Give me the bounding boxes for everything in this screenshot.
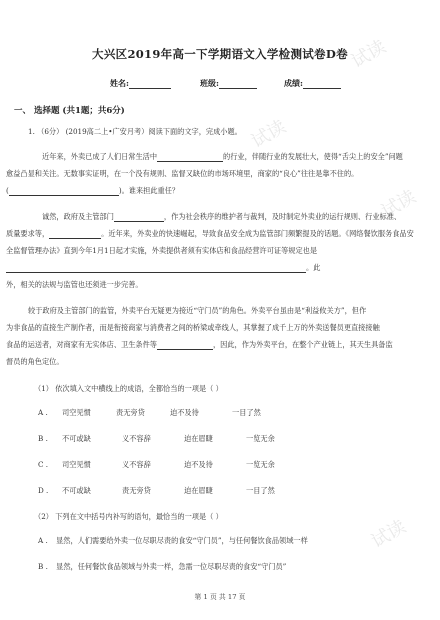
watermark-text: 试读 [347,36,390,73]
paragraph-2-line-2: 质量要求等， 。近年来，外卖业的快速崛起，导致食品安全成为监管部门频繁提及的话题。《网络餐饮服务食品安 [6,229,414,238]
name-label: 姓名: [110,78,129,88]
option-key: C . [38,460,49,469]
score-blank[interactable] [303,79,341,89]
paragraph-2-line-4: 。此 [6,263,320,273]
section-heading: 一、 选择题 (共1题；共6分) [14,106,125,116]
option-a[interactable]: A . 司空见惯 责无旁贷 迫不及待 一目了然 [38,408,261,417]
paragraph-3-line-2: 为非食品的直接生产制作者，而是衔接商家与消费者之间的桥梁或牵线人，其掌握了成千上万的外卖送餐员更直接接触 [6,323,380,332]
fill-blank[interactable] [114,213,164,222]
paragraph-1-line-2: 愈益凸显和关注。无数事实证明，在一个没有规则、监督又缺位的市场环境里，商家的“良心”往往是靠不住的。 [6,169,359,178]
fill-blank[interactable] [157,153,223,162]
option-c[interactable]: C . 司空见惯 义不容辞 迫不及待 一览无余 [38,460,275,469]
paragraph-3-line-1: 较于政府及主管部门的监管，外卖平台无疑更为接近“守门员”的角色。外卖平台虽由是“利益攸关方”，但作 [28,306,367,315]
option-2a[interactable] [38,536,308,546]
paragraph-2-line-3: 全监督管理办法》直到今年1月1日起才实施，外卖提供者须有实体店和食品经营许可证等规定也是 [6,246,318,255]
watermark-text: 试读 [367,516,410,553]
option-text: 显然，人们需要给外卖一位尽职尽责的食安“守门员”，与任何餐饮食品领域一样 [56,536,308,545]
sub-question-1: （1） 依次填入文中横线上的成语，全都恰当的一项是（ ） [34,384,223,393]
option-2b[interactable] [38,562,286,572]
option-text: 显然，任何餐饮食品领域与外卖一样，急需一位尽职尽责的食安“守门员” [56,562,287,571]
page-title: 大兴区2019年高一下学期语文入学检测试卷D卷 [92,47,348,61]
option-key: D . [38,486,49,495]
fill-blank[interactable] [49,230,101,239]
class-field [200,78,257,89]
watermark-text: 试读 [247,116,290,153]
paragraph-2-line-1: 诚然，政府及主管部门 ，作为社会秩序的维护者与裁判，及时制定外卖业的运行规则、行业标准、 [42,212,402,221]
option-b[interactable]: B . 不可或缺 义不容辞 迫在眉睫 一览无余 [38,434,275,443]
paragraph-1-line-3: ( )。谁来担此重任？ [6,186,180,195]
name-blank[interactable] [129,79,171,89]
watermark-text: 试读 [377,186,420,223]
option-key: A . [38,536,48,545]
page-footer: 第 1 页 共 17 页 [194,593,246,601]
name-field [110,78,171,89]
fill-blank[interactable] [157,341,213,350]
paragraph-3-line-4: 督员的角色定位。 [6,357,64,366]
paragraph-3-line-3: 食品的运送者，对商家有无实体店、卫生条件等 ，因此，作为外卖平台，在整个产业链上，其天生具备监 [6,340,393,349]
paragraph-2-line-5: 外，相关的法规与监管也还须进一步完善。 [6,280,143,289]
question-intro: 1. （6分） (2019高二上•广安月考）阅读下面的文字，完成小题。 [28,127,242,136]
class-blank[interactable] [219,79,257,89]
paragraph-1-line-1: 近年来，外卖已成了人们日常生活中 的行业，伴随行业的发展壮大，使得“舌尖上的安全”问题 [42,152,403,161]
option-key: A . [38,408,48,417]
class-label: 班级: [200,78,219,88]
score-field [284,78,341,89]
fill-blank-paren[interactable] [9,187,119,196]
fill-blank[interactable] [6,264,306,273]
sub-question-2: （2） 下列在文中括号内补写的语句，最恰当的一项是（ ） [34,512,223,521]
option-key: B . [38,434,48,443]
option-key: B . [38,562,48,571]
option-d[interactable]: D . 不可或缺 责无旁贷 迫在眉睫 一目了然 [38,486,275,495]
score-label: 成绩: [284,78,303,88]
